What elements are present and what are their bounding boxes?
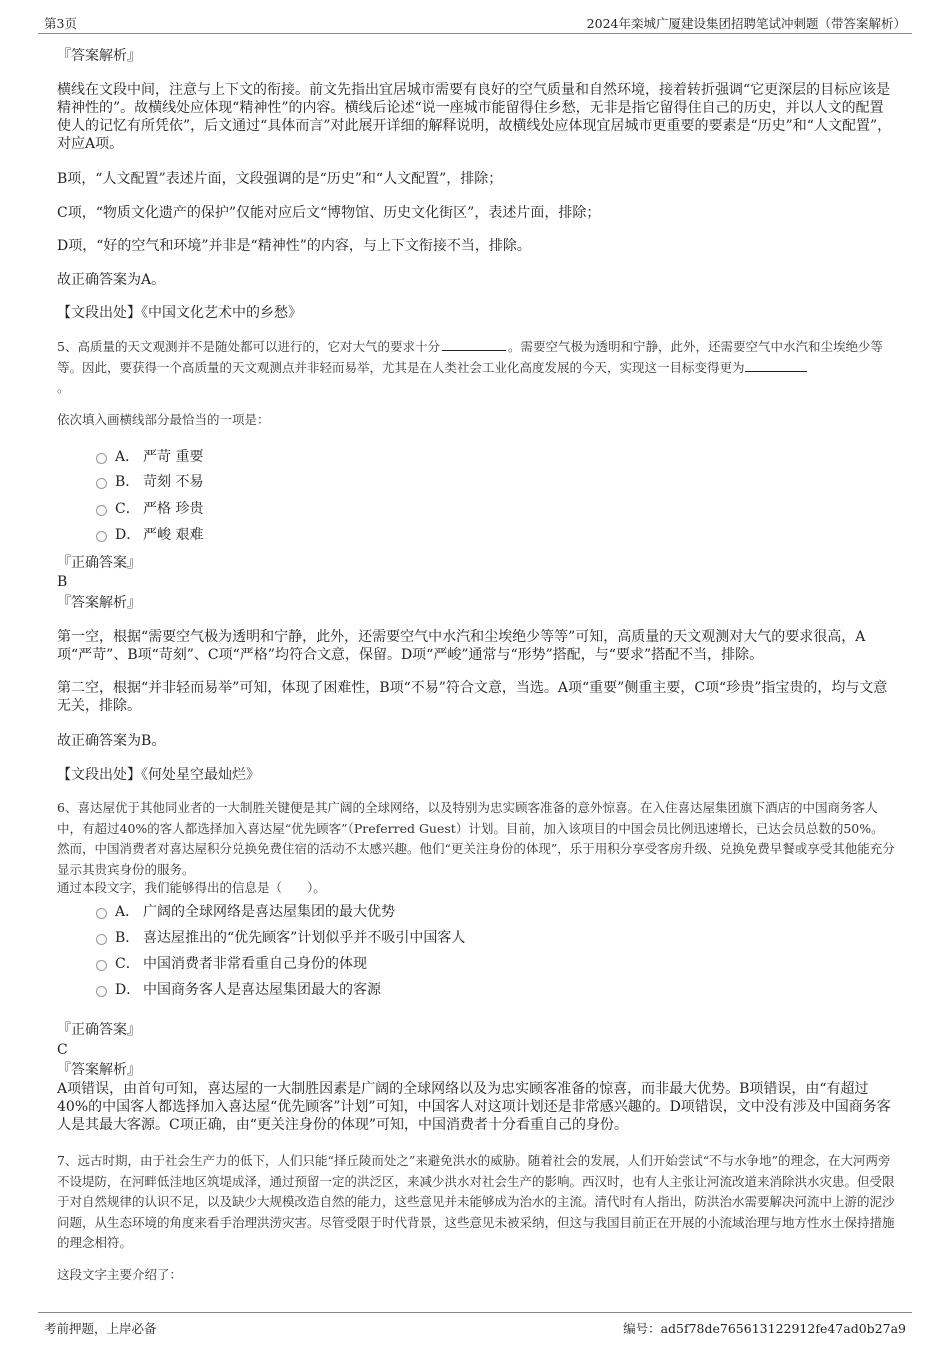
q5-option-a[interactable]: A． 严苛 重要 [96,448,203,466]
q6-correct-label: 『正确答案』 [57,1022,141,1038]
q6-option-b[interactable]: B． 喜达屋推出的“优先顾客”计划似乎并不吸引中国客人 [96,929,465,947]
q5-option-c[interactable]: C． 严格 珍贵 [96,500,203,518]
page-number: 第3页 [44,16,77,31]
q5-prompt: 依次填入画横线部分最恰当的一项是： [57,412,270,427]
q6-analysis: A项错误，由首句可知，喜达屋的一大制胜因素是广阔的全球网络以及为忠实顾客准备的惊喜，而非最大优势。B项错误，由“有超过40%的中国客人都选择加入喜达屋“优先顾客”计划”可知，中国客人对这项计划还是非常感兴趣的。D项错误，文中没有涉及中国商务客人是其最大客源。C项正确，由“更关注身份的体现”可知，中国消费者十分看重自己的身份。 [57,1081,891,1133]
q5-stem-part1: 5、高质量的天文观测并不是随处都可以进行的，它对大气的要求十分 [57,339,440,354]
radio-icon[interactable] [96,986,107,997]
q6-option-d[interactable]: D． 中国商务客人是喜达屋集团最大的客源 [96,981,381,999]
q5-blank-2 [745,359,807,372]
q5-correct-answer: B [57,574,68,590]
q4-analysis-option-b: B项，“人文配置”表述片面，文段强调的是“历史”和“人文配置”，排除； [57,171,503,187]
q5-option-b[interactable]: B． 苛刻 不易 [96,473,203,491]
q6-prompt: 通过本段文字，我们能够得出的信息是（ ）。 [57,880,326,895]
q4-analysis-label: 『答案解析』 [57,48,141,64]
q5-stem-part2: 。需要空气极为透明和宁静，此外，还需要空气中水汽和尘埃绝少等等。因此，要获得一个高质量的天文观测点并非轻而易举，尤其是在人类社会工业化高度发展的今天，实现这一目标变得更为 [57,339,883,375]
q5-option-d[interactable]: D． 严峻 艰难 [96,526,203,544]
page-footer [38,1312,912,1338]
radio-icon[interactable] [96,478,107,489]
q5-analysis-label: 『答案解析』 [57,595,141,611]
radio-icon[interactable] [96,505,107,516]
q5-stem-end: 。 [57,380,70,395]
q5-conclusion: 故正确答案为B。 [57,733,166,749]
q5-analysis-paragraph-1: 第一空，根据“需要空气极为透明和宁静，此外，还需要空气中水汽和尘埃绝少等等”可知，高质量的天文观测对大气的要求很高，A项“严苛”、B项“苛刻”、C项“严格”均符合文意，保留。D项“严峻”通常与“形势”搭配，与“要求”搭配不当，排除。 [57,629,866,663]
q4-analysis-paragraph: 横线在文段中间，注意与上下文的衔接。前文先指出宜居城市需要有良好的空气质量和自然环境，接着转折强调“它更深层的目标应该是精神性的”。故横线处应体现“精神性”的内容。横线后论述“说一座城市能留得住乡愁，无非是指它留得住自己的历史，并以人文的配置使人的记忆有所凭依”，后文通过“具体而言”对此展开详细的解释说明，故横线处应体现宜居城市更重要的要素是“历史”和“人文配置”，对应A项。 [57,82,892,152]
q6-analysis-label: 『答案解析』 [57,1062,141,1078]
q5-analysis-paragraph-2: 第二空，根据“并非轻而易举”可知，体现了困难性，B项“不易”符合文意，当选。A项“重要”侧重主要，C项“珍贵”指宝贵的，均与文意无关，排除。 [57,680,888,714]
q4-source: 【文段出处】《中国文化艺术中的乡愁》 [57,305,302,321]
footer-slogan: 考前押题，上岸必备 [44,1321,157,1336]
radio-icon[interactable] [96,908,107,919]
q4-analysis-option-d: D项，“好的空气和环境”并非是“精神性”的内容，与上下文衔接不当，排除。 [57,238,531,254]
radio-icon[interactable] [96,934,107,945]
q4-conclusion: 故正确答案为A。 [57,272,166,288]
q5-source: 【文段出处】《何处星空最灿烂》 [57,767,260,783]
q4-analysis-option-c: C项，“物质文化遗产的保护”仅能对应后文“博物馆、历史文化街区”，表述片面，排除； [57,205,601,221]
q6-option-a[interactable]: A． 广阔的全球网络是喜达屋集团的最大优势 [96,903,395,921]
document-title: 2024年栾城广厦建设集团招聘笔试冲刺题（带答案解析） [586,16,906,31]
q6-option-c[interactable]: C． 中国消费者非常看重自己身份的体现 [96,955,367,973]
q5-blank-1 [442,338,506,351]
page-header [38,0,912,34]
q6-correct-answer: C [57,1042,68,1058]
footer-code: 编号：ad5f78de765613122912fe47ad0b27a9 [623,1321,906,1336]
q5-stem [57,337,895,399]
radio-icon[interactable] [96,960,107,971]
q5-correct-label: 『正确答案』 [57,555,141,571]
radio-icon[interactable] [96,531,107,542]
q7-prompt: 这段文字主要介绍了： [57,1267,183,1282]
q6-stem: 6、喜达屋优于其他同业者的一大制胜关键便是其广阔的全球网络，以及特别为忠实顾客准备的意外惊喜。在入住喜达屋集团旗下酒店的中国商务客人中，有超过40%的客人都选择加入喜达屋“优先顾客”（Preferred Guest）计划。目前，加入该项目的中国会员比例迅速增长，已达会员总数的50%。然而，中国消费者对喜达屋积分兑换免费住宿的活动不太感兴趣。他们“更关注身份的体现”，乐于用积分享受客房升级、兑换免费早餐或享受其他能充分显示其贵宾身份的服务。 [57,800,895,877]
q7-stem: 7、远古时期，由于社会生产力的低下，人们只能“择丘陵而处之”来避免洪水的威胁。随着社会的发展，人们开始尝试“不与水争地”的理念，在大河两旁不设堤防，在河畔低洼地区筑堤成泽，通过预留一定的洪泛区，来减少洪水对社会生产的影响。西汉时，也有人主张让河流改道来消除洪水灾患。但受限于对自然规律的认识不足，以及缺少大规模改造自然的能力，这些意见并未能够成为治水的主流。清代时有人指出，防洪治水需要解决河流中上游的泥沙问题，从生态环境的角度来看手治理洪涝灾害。尽管受限于时代背景，这些意见未被采纳，但这与我国目前正在开展的小流域治理与地方性水土保持措施的理念相符。 [57,1153,895,1250]
radio-icon[interactable] [96,453,107,464]
